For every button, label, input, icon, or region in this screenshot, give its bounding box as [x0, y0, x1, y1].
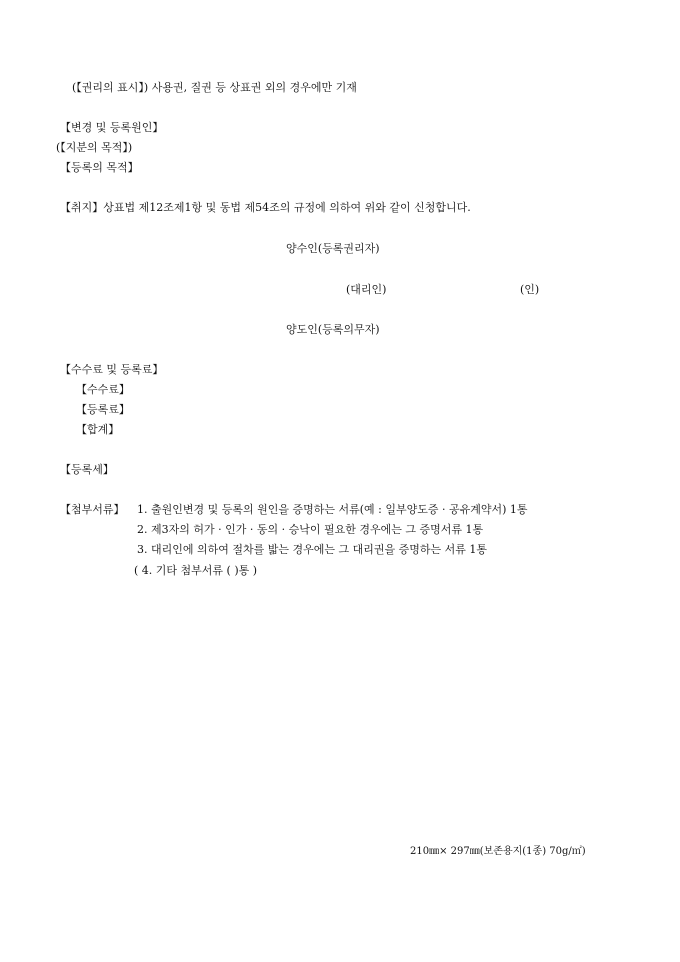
attachment-item: 3. 대리인에 의하여 절차를 밟는 경우에는 그 대리권을 증명하는 서류 1통: [137, 543, 487, 556]
attachment-item: 1. 출원인변경 및 등록의 원인을 증명하는 서류(예 : 일부양도증 · 공유계약서) 1통: [137, 503, 528, 516]
paper-spec: 210㎜× 297㎜(보존용지(1종) 70g/㎡): [410, 846, 586, 857]
attachment-item: ( 4. 기타 첨부서류 ( )통 ): [134, 564, 258, 577]
attachments-label: 【첨부서류】: [60, 503, 125, 516]
assignor-label: 양도인(등록의무자): [286, 323, 380, 336]
fees-heading: 【수수료 및 등록료】: [60, 363, 164, 376]
fee-label: 【수수료】: [76, 383, 130, 396]
purpose-statement: 【취지】상표법 제12조제1항 및 동법 제54조의 규정에 의하여 위와 같이 신청합니다.: [60, 201, 471, 214]
registration-purpose-heading: 【등록의 목적】: [60, 161, 139, 174]
rights-note: (【권리의 표시】) 사용권, 질권 등 상표권 외의 경우에만 기재: [72, 81, 357, 94]
registration-fee-label: 【등록료】: [76, 403, 130, 416]
agent-label: (대리인): [346, 283, 387, 296]
registration-tax-heading: 【등록세】: [60, 463, 114, 476]
share-purpose-heading: (【지분의 목적】): [56, 141, 133, 154]
assignee-label: 양수인(등록권리자): [286, 242, 380, 255]
total-label: 【합계】: [76, 423, 120, 436]
attachment-item: 2. 제3자의 허가 · 인가 · 동의 · 승낙이 필요한 경우에는 그 증명서류 1통: [137, 523, 484, 536]
seal-label: (인): [520, 283, 540, 296]
change-cause-heading: 【변경 및 등록원인】: [60, 121, 164, 134]
